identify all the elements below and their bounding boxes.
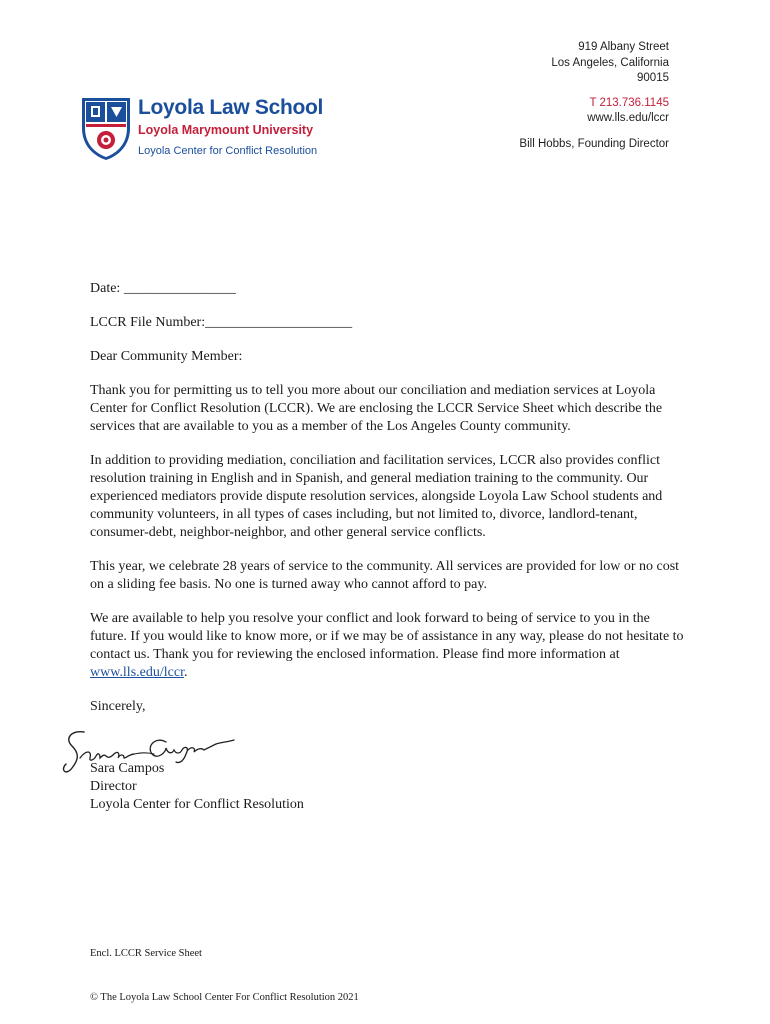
loyola-logo — [80, 96, 330, 162]
phone-number: T 213.736.1145 — [589, 96, 669, 109]
signer-organization: Loyola Center for Conflict Resolution — [90, 797, 304, 812]
shield-crest-icon — [80, 96, 132, 162]
paragraph-contact — [90, 610, 690, 682]
letterhead-website: www.lls.edu/lccr — [587, 112, 669, 124]
website-link[interactable]: www.lls.edu/lccr — [90, 665, 184, 680]
logo-center-name: Loyola Center for Conflict Resolution — [138, 145, 318, 157]
paragraph-anniversary: This year, we celebrate 28 years of service to the community. All services are provided for low or no cost on a sliding fee basis. No one is turned away who cannot afford to pay. — [90, 559, 680, 592]
zip-code: 90015 — [637, 72, 669, 84]
paragraph-services: In addition to providing mediation, conciliation and facilitation services, LCCR also provides conflict resolution training in English and in Spanish, and general mediation training to the community. Our experienced mediators provide dispute resolution services, alongside Loyola Law School students and community volunteers, in all types of cases including, but not limited to, divorce, landlord-tenant, consumer-debt, neighbor-neighbor, and other general service conflicts. — [90, 453, 663, 540]
date-field: Date: ________________ — [90, 281, 236, 296]
file-number-field: LCCR File Number:_____________________ — [90, 315, 353, 330]
closing: Sincerely, — [90, 699, 146, 714]
logo-university-name: Loyola Marymount University — [138, 123, 314, 137]
paragraph-intro: Thank you for permitting us to tell you more about our conciliation and mediation services at Loyola Center for Conflict Resolution (LCCR). We are enclosing the LCCR Service Sheet which describe the services that are available to you as a member of the Los Angeles County community. — [90, 383, 663, 434]
copyright-notice: © The Loyola Law School Center For Conflict Resolution 2021 — [90, 992, 359, 1003]
greeting: Dear Community Member: — [90, 349, 243, 364]
signer-name: Sara Campos — [90, 761, 165, 776]
contact-text: We are available to help you resolve your conflict and look forward to being of service to you in the future. If you would like to know more, or if we may be of assistance in any way, please do not hesitate to contact us. Thank you for reviewing the enclosed information. Please find more information at — [90, 611, 684, 662]
enclosure-note: Encl. LCCR Service Sheet — [90, 948, 202, 959]
letterhead-address — [369, 40, 669, 152]
signer-block — [90, 760, 304, 814]
founding-director: Bill Hobbs, Founding Director — [519, 137, 669, 150]
letter-body — [90, 280, 690, 716]
logo-school-name: Loyola Law School — [138, 96, 324, 119]
street-address: 919 Albany Street — [578, 41, 669, 53]
contact-end: . — [183, 665, 188, 680]
city-state: Los Angeles, California — [551, 56, 669, 69]
signer-title: Director — [90, 779, 137, 794]
